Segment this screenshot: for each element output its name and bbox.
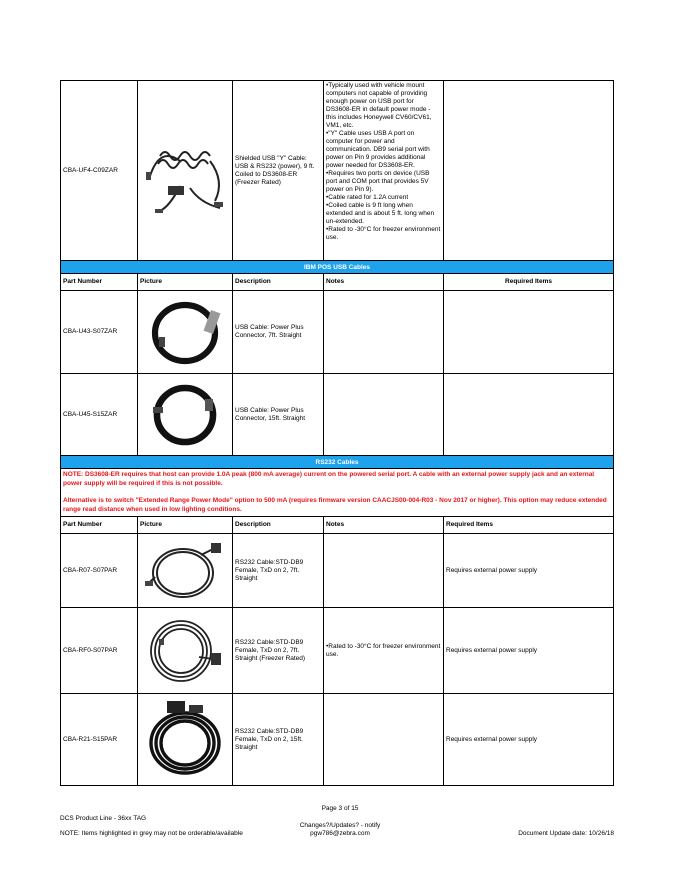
note-item: •Typically used with vehicle mount computers not capable of providing enough power on USB port for DS3608-ER in default power mode - this includes Honeywell CV60/CV61, VM1, etc. [326, 82, 432, 129]
table-row [60, 534, 614, 608]
note-item: •Coiled cable is 9 ft long when extended and is about 5 ft. long when un-extended. [326, 202, 435, 225]
part-number-cell: CBA-R21-S15PAR [61, 694, 138, 785]
picture-cell [138, 374, 233, 455]
part-number-cell: CBA-RF0-S07PAR [61, 608, 138, 693]
table-row [60, 80, 614, 261]
part-number-cell: CBA-UF4-C09ZAR [61, 81, 138, 260]
section-header-ibm: IBM POS USB Cables [60, 261, 614, 274]
required-items-cell [444, 81, 613, 260]
description-cell: RS232 Cable:STD-DB9 Female, TxD on 2, 15ft. Straight [233, 694, 324, 785]
description-cell: RS232 Cable:STD-DB9 Female, TxD on 2, 7ft. Straight (Freezer Rated) [233, 608, 324, 693]
column-header-notes: Notes [324, 517, 444, 533]
coiled-y-cable-image [140, 82, 230, 259]
table-row [60, 608, 614, 694]
page-number: Page 3 of 15 [321, 805, 359, 812]
required-items-cell [444, 374, 613, 455]
part-number-cell: CBA-U45-S15ZAR [61, 374, 138, 455]
section-header-rs232: RS232 Cables [60, 456, 614, 469]
notes-cell [324, 534, 444, 607]
notes-cell [324, 291, 444, 373]
rs232-cable-image [140, 535, 230, 606]
note-item: •Rated to -30°C for freezer environment use. [326, 226, 441, 241]
contact-email: pgw786@zebra.com [310, 830, 370, 837]
description-cell: USB Cable: Power Plus Connector, 7ft. Straight [233, 291, 324, 373]
changes-label: Changes?/Updates? - notify [299, 822, 381, 829]
note-item: •"Y" Cable uses USB A port on computer for power and communication. DB9 serial port with power on Pin 9 provides additional power needed for DS3608-ER. [326, 130, 430, 169]
grey-items-note: NOTE: Items highlighted in grey may not be orderable/available [60, 830, 243, 837]
required-items-cell [444, 291, 613, 373]
power-note-text: NOTE: DS3608-ER requires that host can provide 1.0A peak (800 mA average) current on the powered serial port. A cable with an external power supply jack and an external power supply will be required if this is not possible. [63, 471, 595, 487]
table-row [60, 291, 614, 374]
alternative-note-text: Alternative is to switch "Extended Range Power Mode" option to 500 mA (requires firmware version CAACJS00-004-R03 - Nov 2017 or higher). This option may reduce extended range read distance when used in low lighting conditions. [63, 497, 607, 513]
part-number-cell: CBA-U43-S07ZAR [61, 291, 138, 373]
notes-cell: •Rated to -30°C for freezer environment use. [324, 608, 444, 693]
product-line-label: DCS Product Line - 36xx TAG [60, 815, 147, 822]
picture-cell [138, 291, 233, 373]
column-header-part: Part Number [61, 274, 138, 290]
column-header-picture: Picture [138, 274, 233, 290]
table-row [60, 694, 614, 786]
column-header-required: Required Items [505, 278, 552, 285]
picture-cell [138, 534, 233, 607]
usb-power-plus-cable-image [140, 375, 230, 454]
power-note [60, 469, 614, 517]
column-header-description: Description [233, 274, 324, 290]
column-header-row [60, 274, 614, 291]
notes-cell [324, 694, 444, 785]
required-items-cell: Requires external power supply [446, 566, 538, 574]
picture-cell [138, 608, 233, 693]
required-items-cell: Requires external power supply [446, 735, 538, 743]
note-item: •Requires two ports on device (USB port and COM port that provides 5V power on Pin 9). [326, 170, 430, 193]
column-header-description: Description [233, 517, 324, 533]
picture-cell [138, 694, 233, 785]
table-row [60, 374, 614, 456]
column-header-picture: Picture [138, 517, 233, 533]
picture-cell [138, 81, 233, 260]
description-cell: RS232 Cable:STD-DB9 Female, TxD on 2, 7ft. Straight [233, 534, 324, 607]
required-items-cell: Requires external power supply [446, 646, 538, 654]
description-cell: USB Cable: Power Plus Connector, 15ft. Straight [233, 374, 324, 455]
notes-cell [324, 81, 444, 260]
usb-power-plus-cable-image [140, 292, 230, 372]
note-item: •Cable rated for 1.2A current [326, 194, 409, 201]
column-header-notes: Notes [324, 274, 444, 290]
part-number-cell: CBA-R07-S07PAR [61, 534, 138, 607]
rs232-15ft-cable-image [140, 695, 230, 784]
column-header-required: Required Items [446, 521, 493, 528]
notes-list [326, 82, 441, 242]
description-cell: Shielded USB "Y" Cable: USB & RS232 (power), 9 ft. Coiled to DS3608-ER (Freezer Rated) [233, 81, 324, 260]
notes-cell [324, 374, 444, 455]
document-update-date: Document Update date: 10/26/18 [518, 830, 614, 837]
rs232-freezer-cable-image [140, 609, 230, 692]
cable-table [60, 80, 614, 786]
column-header-part: Part Number [61, 517, 138, 533]
column-header-row [60, 517, 614, 534]
